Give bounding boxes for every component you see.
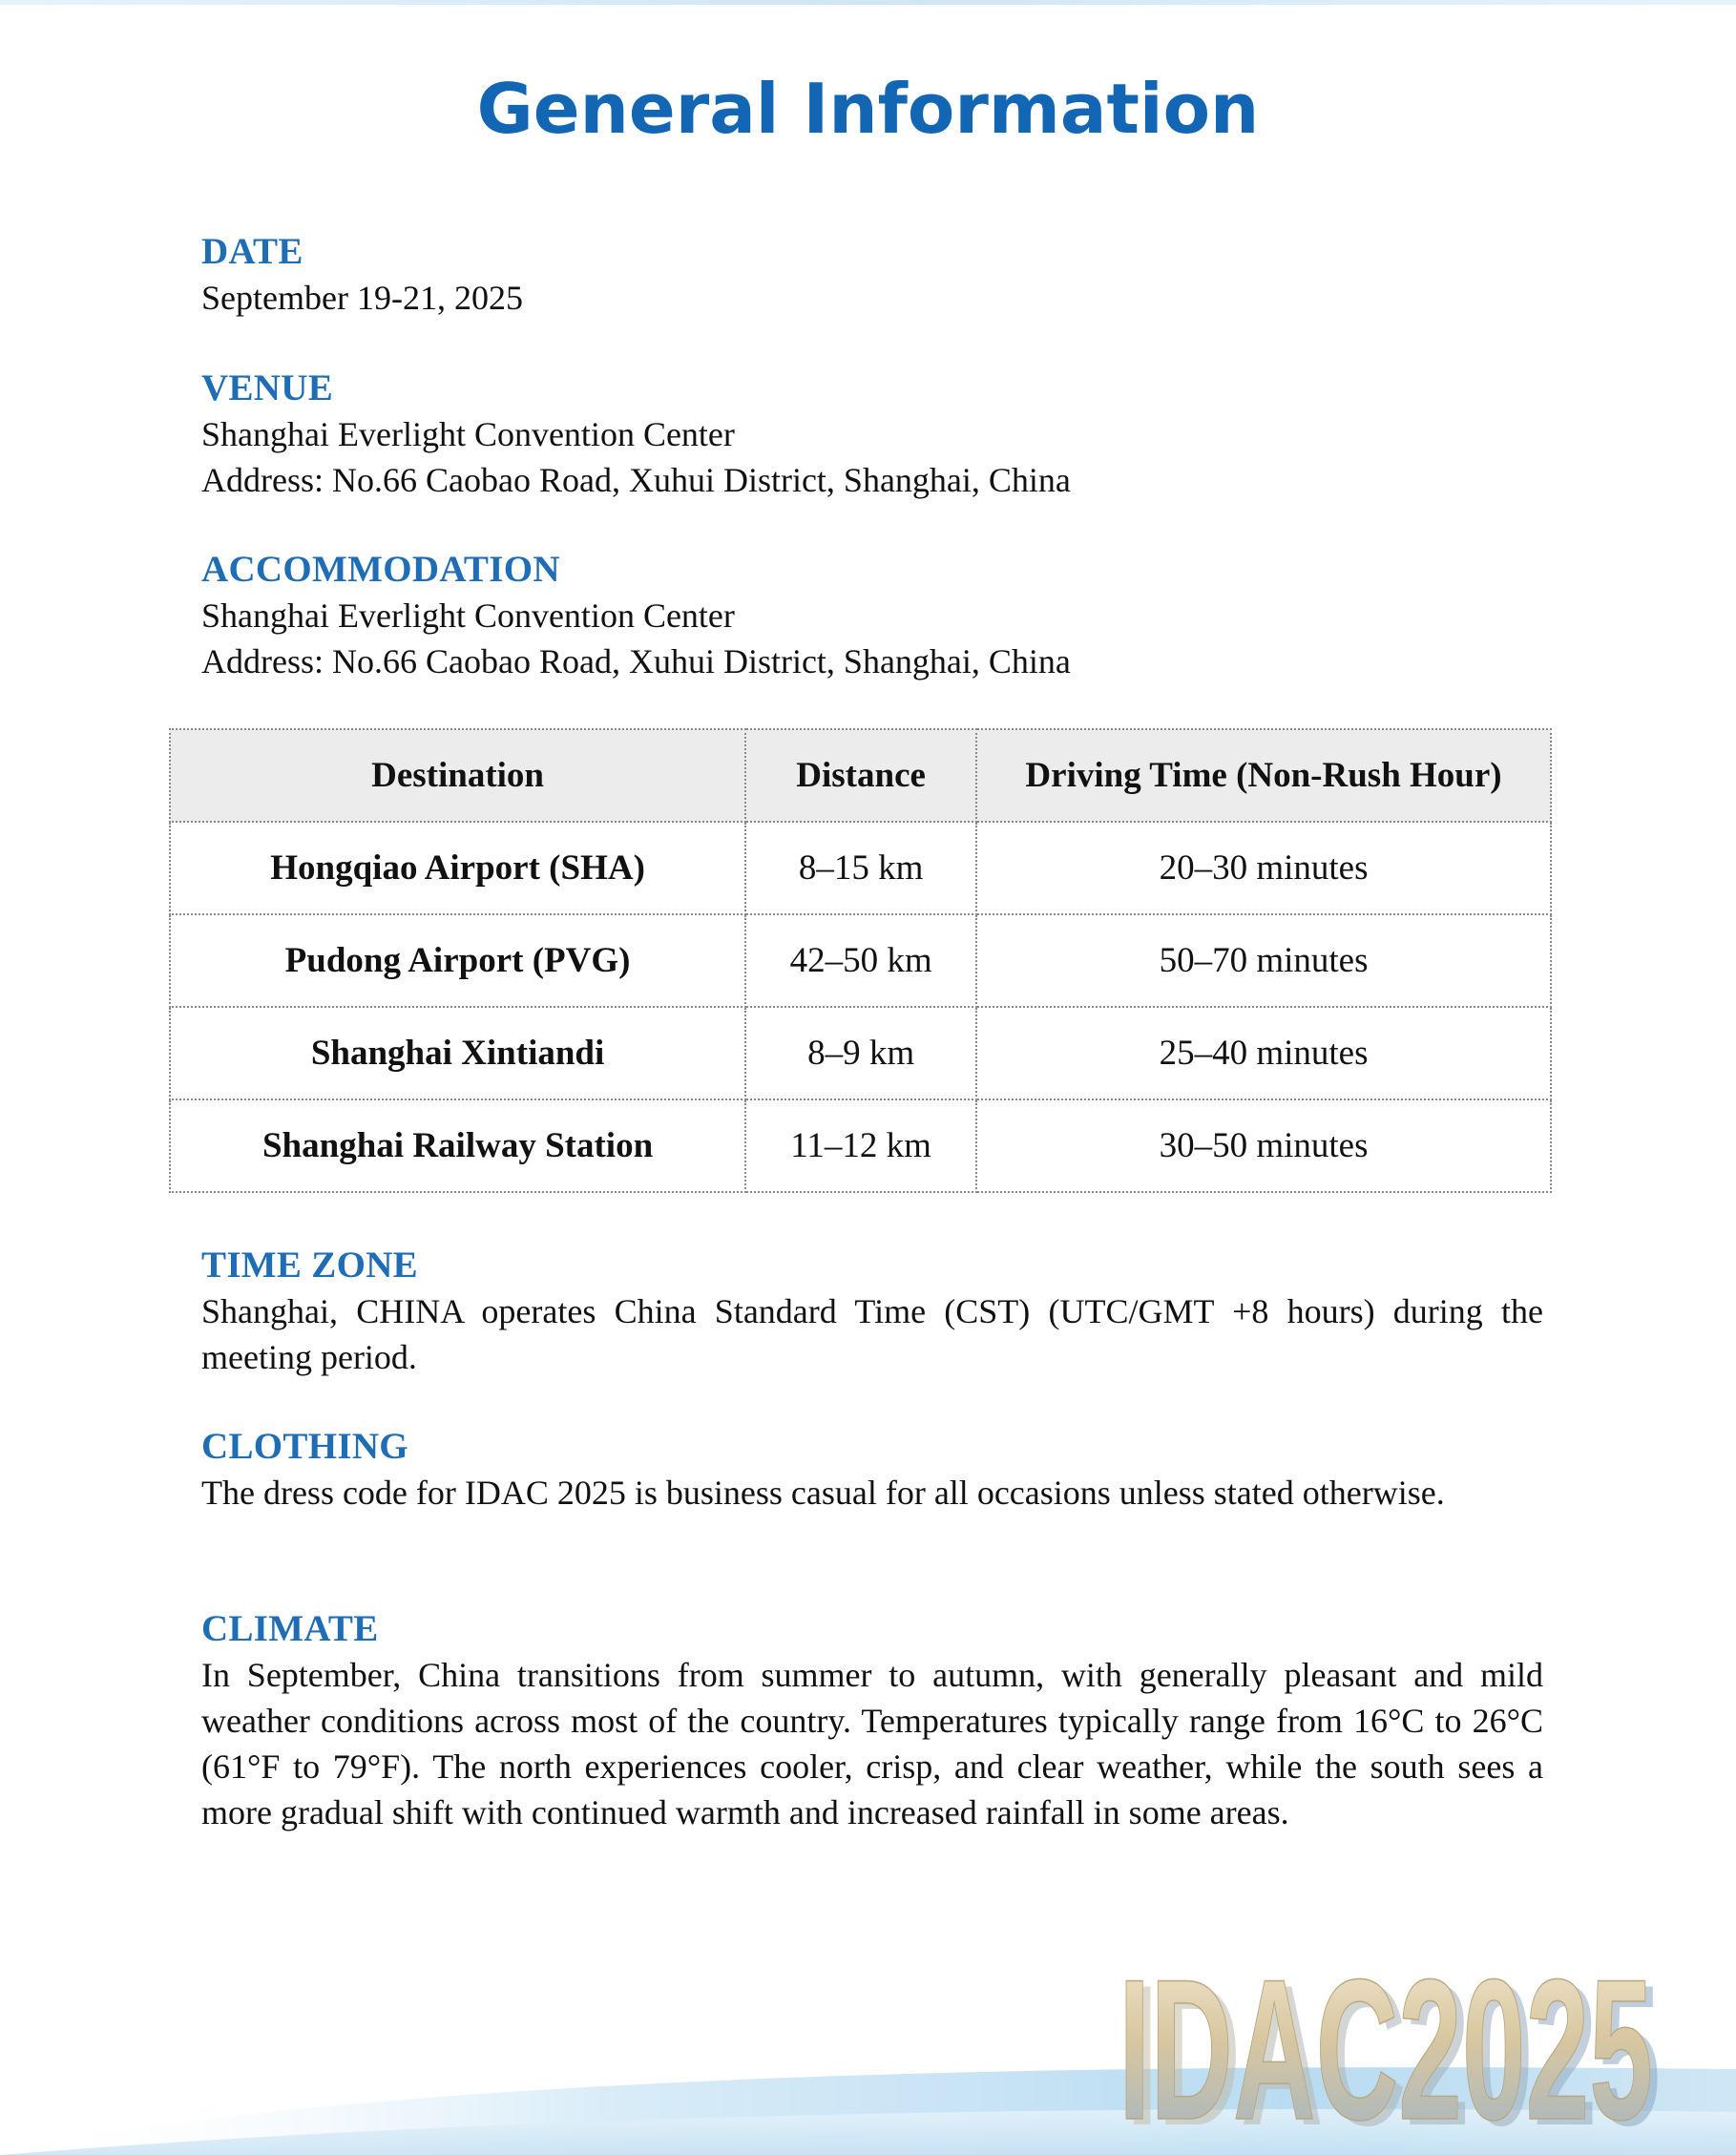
climate-section — [201, 1606, 1543, 1835]
table-row — [170, 822, 1551, 914]
date-heading: DATE — [201, 231, 303, 272]
venue-name: Shanghai Everlight Convention Center — [201, 415, 735, 453]
climate-heading: CLIMATE — [201, 1608, 379, 1649]
clothing-section — [201, 1424, 1543, 1516]
top-border — [0, 0, 1736, 5]
time-zone-body: Shanghai, CHINA operates China Standard Time (CST) (UTC/GMT +8 hours) during the meeting period. — [201, 1292, 1543, 1376]
accommodation-heading: ACCOMMODATION — [201, 549, 560, 590]
clothing-body: The dress code for IDAC 2025 is business casual for all occasions unless stated otherwise. — [201, 1474, 1445, 1512]
idac-2025-logo — [1109, 1923, 1682, 2152]
destination-cell: Hongqiao Airport (SHA) — [170, 822, 745, 914]
page-title: General Information — [476, 69, 1260, 149]
time-zone-heading: TIME ZONE — [201, 1245, 418, 1286]
accommodation-name: Shanghai Everlight Convention Center — [201, 596, 735, 635]
svg-text:IDAC2025: IDAC2025 — [1126, 1943, 1661, 2152]
driving-time-cell: 50–70 minutes — [976, 914, 1551, 1007]
distance-cell: 8–15 km — [745, 822, 976, 914]
table-header-row — [170, 729, 1551, 822]
date-value: September 19-21, 2025 — [201, 279, 523, 317]
destination-cell: Pudong Airport (PVG) — [170, 914, 745, 1007]
column-header-driving-time: Driving Time (Non-Rush Hour) — [976, 729, 1551, 822]
driving-time-cell: 30–50 minutes — [976, 1099, 1551, 1192]
venue-heading: VENUE — [201, 367, 334, 408]
distance-cell: 11–12 km — [745, 1099, 976, 1192]
venue-address: Address: No.66 Caobao Road, Xuhui District, Shanghai, China — [201, 461, 1071, 499]
column-header-destination: Destination — [170, 729, 745, 822]
distance-cell: 42–50 km — [745, 914, 976, 1007]
destination-cell: Shanghai Railway Station — [170, 1099, 745, 1192]
table-row — [170, 914, 1551, 1007]
driving-time-cell: 25–40 minutes — [976, 1007, 1551, 1099]
destination-cell: Shanghai Xintiandi — [170, 1007, 745, 1099]
accommodation-address: Address: No.66 Caobao Road, Xuhui District, Shanghai, China — [201, 642, 1071, 680]
svg-text:IDAC2025: IDAC2025 — [1119, 1937, 1653, 2152]
table-row — [170, 1007, 1551, 1099]
travel-table — [169, 728, 1552, 1193]
date-section — [201, 229, 1543, 321]
driving-time-cell: 20–30 minutes — [976, 822, 1551, 914]
table-row — [170, 1099, 1551, 1192]
accommodation-section — [201, 547, 1543, 684]
venue-section — [201, 366, 1543, 503]
climate-body: In September, China transitions from summer to autumn, with generally pleasant and mild weather conditions across most of the country. Temperatures typically range from 16°C to 26°C (61°F to 79°F). The north experiences cooler, crisp, and clear weather, while the south sees a more gradual shift with continued warmth and increased rainfall in some areas. — [201, 1656, 1543, 1831]
distance-cell: 8–9 km — [745, 1007, 976, 1099]
clothing-heading: CLOTHING — [201, 1426, 408, 1467]
column-header-distance: Distance — [745, 729, 976, 822]
time-zone-section — [201, 1243, 1543, 1380]
